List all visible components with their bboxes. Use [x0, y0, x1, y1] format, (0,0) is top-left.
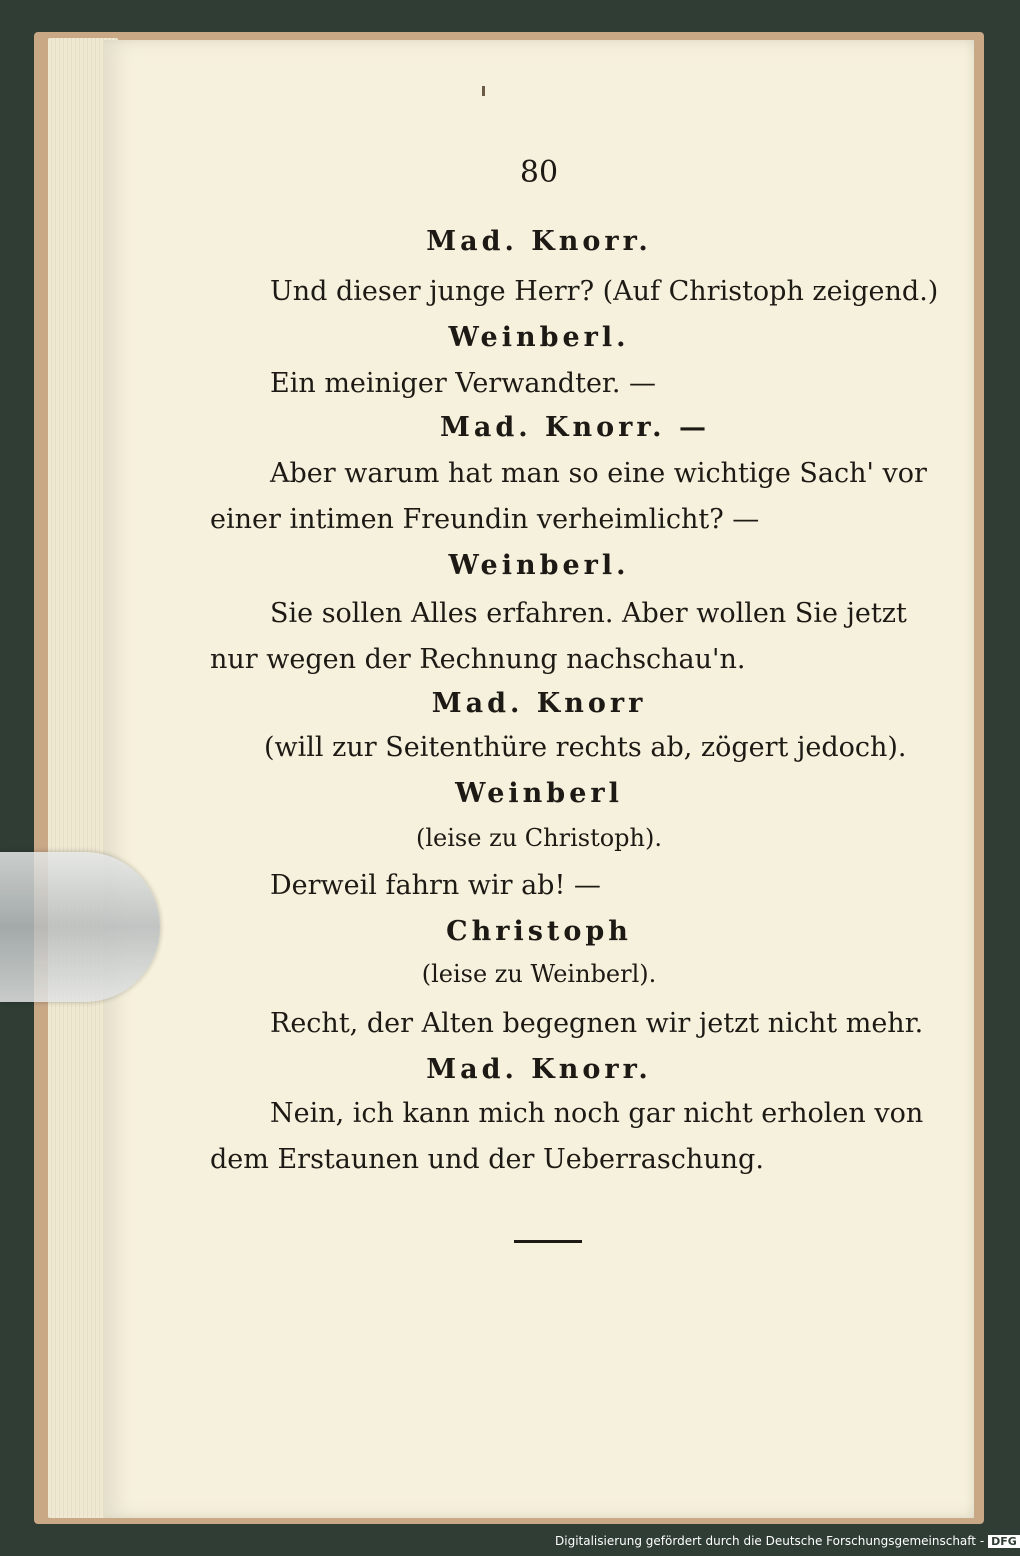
footer-credit — [555, 1534, 1020, 1548]
text-line: Aber warum hat man so eine wichtige Sach' vor — [270, 458, 927, 489]
speaker-line: Weinberl. — [448, 550, 630, 581]
page-number: 80 — [519, 155, 559, 190]
speaker-line: Weinberl. — [448, 322, 630, 353]
speaker-line: Christoph — [446, 916, 632, 947]
text-line: Sie sollen Alles erfahren. Aber wollen Sie jetzt — [270, 598, 907, 629]
speaker-line: Weinberl — [455, 778, 623, 809]
dfg-logo: DFG — [988, 1535, 1020, 1548]
text-line: Und dieser junge Herr? (Auf Christoph zeigend.) — [270, 276, 939, 307]
page-clip — [0, 852, 160, 1002]
text-line: Ein meiniger Verwandter. — — [270, 368, 657, 399]
speaker-line: Mad. Knorr. — [426, 226, 652, 257]
book-page — [104, 40, 974, 1518]
speaker-line: Mad. Knorr — [431, 688, 647, 719]
text-line: einer intimen Freundin verheimlicht? — — [210, 504, 760, 535]
stage-direction: (leise zu Weinberl). — [421, 960, 657, 988]
end-rule — [514, 1240, 582, 1243]
stage-direction: (leise zu Christoph). — [416, 824, 662, 852]
ink-mark — [482, 86, 485, 96]
text-line: Recht, der Alten begegnen wir jetzt nicht mehr. — [270, 1008, 924, 1039]
footer-text: Digitalisierung gefördert durch die Deutsche Forschungsgemeinschaft - — [555, 1534, 985, 1548]
stage-direction: (will zur Seitenthüre rechts ab, zögert jedoch). — [264, 732, 907, 763]
text-line: nur wegen der Rechnung nachschau'n. — [210, 644, 746, 675]
text-line: Derweil fahrn wir ab! — — [270, 870, 601, 901]
speaker-line: Mad. Knorr. — — [440, 412, 710, 443]
text-line: Nein, ich kann mich noch gar nicht erholen von — [270, 1098, 924, 1129]
text-line: dem Erstaunen und der Ueberraschung. — [210, 1144, 764, 1175]
speaker-line: Mad. Knorr. — [426, 1054, 652, 1085]
